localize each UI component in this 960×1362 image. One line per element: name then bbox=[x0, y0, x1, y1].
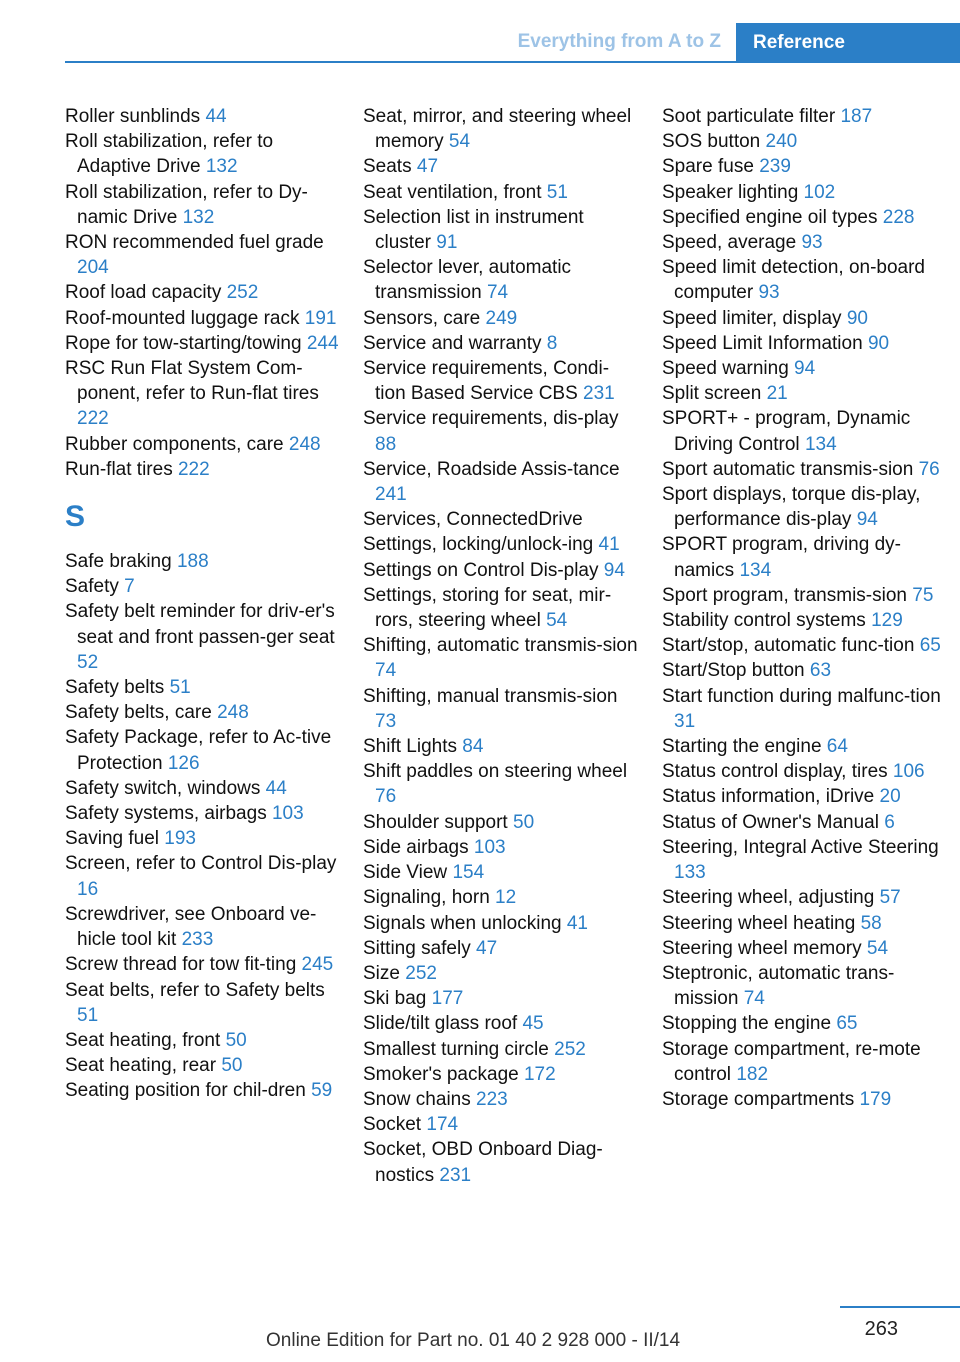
index-entry-page-link[interactable]: 51 bbox=[77, 1004, 99, 1026]
index-entry-term: Sitting safely bbox=[363, 937, 471, 959]
header-tab-reference: Reference bbox=[736, 23, 960, 63]
index-entry-term: Safety systems, airbags bbox=[65, 803, 267, 825]
index-entry-term: Seat, mirror, and steering wheel memory bbox=[363, 106, 632, 153]
index-entry-term: RSC Run Flat System Com‐ponent, refer to Run-flat tires bbox=[65, 358, 319, 405]
index-entry bbox=[363, 633, 639, 683]
index-entry-page-link[interactable]: 222 bbox=[77, 408, 109, 430]
index-entry bbox=[363, 986, 639, 1011]
index-entry bbox=[363, 180, 639, 205]
index-entry-term: Ski bag bbox=[363, 988, 427, 1010]
index-entry-page-link[interactable]: 50 bbox=[221, 1055, 243, 1077]
index-entry bbox=[363, 255, 639, 305]
index-entry bbox=[363, 1062, 639, 1087]
index-entry bbox=[363, 810, 639, 835]
index-entry-page-link[interactable]: 239 bbox=[759, 156, 791, 178]
index-entry bbox=[662, 331, 952, 356]
index-entry-term: Start function during malfunc‐tion bbox=[662, 685, 941, 707]
index-entry bbox=[662, 104, 952, 129]
index-entry-term: Rope for tow-starting/towing bbox=[65, 332, 302, 354]
index-entry-page-link[interactable]: 204 bbox=[77, 257, 109, 279]
index-entry bbox=[662, 583, 952, 608]
index-entry-term: Status control display, tires bbox=[662, 761, 888, 783]
index-entry-term: Service, Roadside Assis‐tance bbox=[363, 458, 620, 480]
index-entry bbox=[65, 549, 341, 574]
index-entry-page-link[interactable]: 8 bbox=[546, 332, 558, 354]
index-entry bbox=[65, 230, 341, 280]
footer-edition: Online Edition for Part no. 01 40 2 928 000 - II/14 bbox=[266, 1330, 681, 1351]
index-entry-term: Safety switch, windows bbox=[65, 777, 261, 799]
index-entry bbox=[65, 1028, 341, 1053]
index-entry-page-link[interactable]: 94 bbox=[603, 559, 625, 581]
index-entry-page-link[interactable]: 12 bbox=[495, 887, 517, 909]
index-entry-page-link[interactable]: 177 bbox=[431, 988, 464, 1010]
index-entry-page-link[interactable]: 76 bbox=[918, 458, 940, 480]
index-entry bbox=[65, 1053, 341, 1078]
index-entry-page-link[interactable]: 51 bbox=[546, 181, 568, 203]
index-entry-page-link[interactable]: 73 bbox=[375, 710, 397, 732]
index-entry-term: Status of Owner's Manual bbox=[662, 811, 879, 833]
index-entry-term: Screw thread for tow fit‐ting bbox=[65, 954, 297, 976]
index-entry-term: Seats bbox=[363, 156, 412, 178]
index-entry bbox=[363, 936, 639, 961]
index-entry-term: Selector lever, automatic transmission bbox=[363, 257, 572, 304]
index-entry-page-link[interactable]: 103 bbox=[473, 836, 506, 858]
index-entry bbox=[662, 129, 952, 154]
index-entry-page-link[interactable]: 244 bbox=[306, 332, 339, 354]
index-entry bbox=[363, 835, 639, 860]
index-entry-page-link[interactable]: 21 bbox=[766, 383, 788, 405]
index-entry-page-link[interactable]: 252 bbox=[405, 962, 437, 984]
index-entry-page-link[interactable]: 228 bbox=[882, 206, 915, 228]
index-entry-page-link[interactable]: 75 bbox=[912, 584, 934, 606]
index-entry-term: Shifting, manual transmis‐sion bbox=[363, 685, 618, 707]
index-entry bbox=[662, 684, 952, 734]
index-entry-page-link[interactable]: 44 bbox=[265, 777, 287, 799]
index-entry bbox=[65, 104, 341, 129]
index-entry bbox=[65, 180, 341, 230]
index-entry-page-link[interactable]: 248 bbox=[288, 433, 321, 455]
index-entry-term: Smallest turning circle bbox=[363, 1038, 549, 1060]
index-entry bbox=[65, 952, 341, 977]
index-entry-page-link[interactable]: 182 bbox=[736, 1063, 769, 1085]
index-entry-term: Rubber components, care bbox=[65, 433, 284, 455]
index-entry bbox=[363, 860, 639, 885]
index-entry bbox=[65, 700, 341, 725]
index-entry bbox=[662, 532, 952, 582]
index-entry bbox=[65, 725, 341, 775]
index-entry bbox=[662, 205, 952, 230]
index-entry bbox=[662, 356, 952, 381]
index-entry bbox=[363, 1011, 639, 1036]
index-entry bbox=[662, 406, 952, 456]
index-entry-term: Start/Stop button bbox=[662, 660, 805, 682]
index-entry-page-link[interactable]: 90 bbox=[867, 332, 890, 354]
index-entry-page-link[interactable]: 94 bbox=[856, 509, 878, 531]
index-entry-term: SPORT program, driving dy‐namics bbox=[662, 534, 901, 581]
index-entry-term: Storage compartments bbox=[662, 1088, 855, 1110]
index-entry bbox=[363, 406, 639, 456]
index-entry-page-link[interactable]: 132 bbox=[205, 156, 238, 178]
index-entry-page-link[interactable]: 45 bbox=[522, 1013, 544, 1035]
index-entry-page-link[interactable]: 240 bbox=[765, 131, 798, 153]
index-entry-page-link[interactable]: 252 bbox=[226, 282, 259, 304]
index-entry bbox=[662, 230, 952, 255]
index-entry-term: Stopping the engine bbox=[662, 1013, 832, 1035]
index-entry-page-link[interactable]: 174 bbox=[426, 1114, 459, 1136]
index-entry-term: Speaker lighting bbox=[662, 181, 799, 203]
index-entry bbox=[65, 826, 341, 851]
index-entry-term: Starting the engine bbox=[662, 736, 822, 758]
index-entry bbox=[662, 658, 952, 683]
index-entry-page-link[interactable]: 102 bbox=[803, 181, 836, 203]
index-entry-term: Spare fuse bbox=[662, 156, 754, 178]
index-entry bbox=[662, 1087, 952, 1112]
index-entry-term: Soot particulate filter bbox=[662, 106, 836, 127]
index-entry-term: Sport displays, torque dis‐play, performance dis‐play bbox=[662, 484, 921, 531]
index-entry-term: Shoulder support bbox=[363, 811, 508, 833]
index-entry-term: Steering wheel, adjusting bbox=[662, 887, 875, 909]
index-entry bbox=[662, 784, 952, 809]
index-entry bbox=[662, 381, 952, 406]
index-entry bbox=[65, 574, 341, 599]
index-entry-page-link[interactable]: 7 bbox=[124, 576, 135, 598]
index-entry-page-link[interactable]: 65 bbox=[836, 1013, 858, 1035]
index-entry bbox=[363, 104, 639, 154]
index-entry bbox=[363, 356, 639, 406]
index-entry-page-link[interactable]: 241 bbox=[375, 484, 407, 506]
index-entry bbox=[65, 457, 341, 482]
index-entry bbox=[65, 1078, 341, 1103]
index-entry-term: Stability control systems bbox=[662, 610, 866, 632]
index-entry-term: Signals when unlocking bbox=[363, 912, 562, 934]
index-entry-page-link[interactable]: 248 bbox=[217, 702, 249, 724]
index-entry-page-link[interactable]: 193 bbox=[164, 828, 196, 850]
index-entry-term: Steering, Integral Active Steering bbox=[662, 836, 939, 858]
index-entry-term: Settings on Control Dis‐play bbox=[363, 559, 599, 581]
index-entry bbox=[363, 558, 639, 583]
index-entry-term: Service requirements, dis‐play bbox=[363, 408, 619, 430]
index-entry-page-link[interactable]: 172 bbox=[523, 1063, 556, 1085]
index-entry-page-link[interactable]: 103 bbox=[271, 803, 304, 825]
index-entry-term: Side View bbox=[363, 862, 448, 884]
index-entry-term: Status information, iDrive bbox=[662, 786, 875, 808]
index-entry-page-link[interactable]: 16 bbox=[77, 878, 99, 900]
index-entry bbox=[662, 154, 952, 179]
index-entry-page-link[interactable]: 41 bbox=[566, 912, 588, 934]
index-entry-term: Seat heating, rear bbox=[65, 1055, 217, 1077]
index-entry-term: Specified engine oil types bbox=[662, 206, 878, 228]
index-entry-term: Steering wheel memory bbox=[662, 937, 862, 959]
index-entry-page-link[interactable]: 84 bbox=[462, 736, 484, 758]
index-entry-page-link[interactable]: 252 bbox=[554, 1038, 586, 1060]
index-list-s bbox=[65, 549, 341, 1103]
index-entry-page-link[interactable]: 132 bbox=[182, 206, 215, 228]
index-entry-term: Steering wheel heating bbox=[662, 912, 856, 934]
section-letter: S bbox=[65, 500, 86, 534]
index-entry-term: Sport automatic transmis‐sion bbox=[662, 458, 914, 480]
index-entry bbox=[363, 1137, 639, 1187]
index-entry bbox=[65, 432, 341, 457]
index-entry-page-link[interactable]: 52 bbox=[77, 651, 99, 673]
index-entry-page-link[interactable]: 58 bbox=[860, 912, 882, 934]
index-entry-page-link[interactable]: 129 bbox=[871, 610, 903, 632]
index-entry-page-link[interactable]: 134 bbox=[739, 559, 772, 581]
index-entry-page-link[interactable]: 41 bbox=[598, 534, 620, 556]
index-entry-term: Roll stabilization, refer to Adaptive Drive bbox=[65, 131, 274, 178]
index-entry-page-link[interactable]: 47 bbox=[416, 156, 439, 178]
index-entry-page-link[interactable]: 187 bbox=[840, 106, 873, 127]
index-entry-term: Seat ventilation, front bbox=[363, 181, 542, 203]
index-entry bbox=[65, 129, 341, 179]
index-entry-term: Speed Limit Information bbox=[662, 332, 863, 354]
index-entry-page-link[interactable]: 65 bbox=[919, 635, 941, 657]
index-entry-term: Seat heating, front bbox=[65, 1029, 221, 1051]
index-entry-term: Socket bbox=[363, 1114, 422, 1136]
index-entry-term: Speed, average bbox=[662, 232, 797, 254]
index-entry-term: SPORT+ - program, Dynamic Driving Control bbox=[662, 408, 911, 455]
index-entry bbox=[65, 801, 341, 826]
index-entry-page-link[interactable]: 51 bbox=[169, 677, 191, 699]
index-entry-term: Screwdriver, see Onboard ve‐hicle tool kit bbox=[65, 903, 317, 951]
index-entry-term: Speed warning bbox=[662, 358, 789, 380]
index-entry-page-link[interactable]: 90 bbox=[846, 307, 868, 329]
index-entry-term: Roll stabilization, refer to Dy‐namic Drive bbox=[65, 181, 308, 228]
index-entry bbox=[363, 154, 639, 179]
index-entry bbox=[65, 331, 341, 356]
index-entry bbox=[363, 532, 639, 557]
index-entry-term: Safety Package, refer to Ac‐tive Protection bbox=[65, 727, 332, 774]
index-entry-page-link[interactable]: 54 bbox=[448, 131, 471, 153]
index-entry-page-link[interactable]: 57 bbox=[879, 887, 901, 909]
index-entry-term: Shift Lights bbox=[363, 736, 457, 758]
index-entry-page-link[interactable]: 222 bbox=[177, 458, 210, 480]
index-entry-term: Speed limiter, display bbox=[662, 307, 842, 329]
index-entry-term: Settings, storing for seat, mir‐rors, steering wheel bbox=[363, 584, 612, 632]
index-entry-term: Side airbags bbox=[363, 836, 469, 858]
index-entry-term: Selection list in instrument cluster bbox=[363, 206, 584, 254]
index-entry bbox=[662, 306, 952, 331]
index-entry bbox=[363, 1112, 639, 1137]
index-entry-term: Smoker's package bbox=[363, 1063, 519, 1085]
index-entry-term: Safety belts, care bbox=[65, 702, 212, 724]
index-entry-page-link[interactable]: 74 bbox=[743, 988, 765, 1010]
index-entry bbox=[662, 633, 952, 658]
index-entry-term: Socket, OBD Onboard Diag‐nostics bbox=[363, 1139, 603, 1186]
index-entry-term: Saving fuel bbox=[65, 828, 160, 850]
index-entry bbox=[363, 457, 639, 507]
index-entry bbox=[662, 734, 952, 759]
index-entry bbox=[662, 255, 952, 305]
index-entry-term: Settings, locking/unlock‐ing bbox=[363, 534, 594, 556]
index-entry-term: Seat belts, refer to Safety belts bbox=[65, 979, 325, 1001]
index-entry-term: Service and warranty bbox=[363, 332, 542, 354]
index-entry bbox=[363, 759, 639, 809]
index-entry-page-link[interactable]: 94 bbox=[794, 358, 816, 380]
index-entry-page-link[interactable]: 54 bbox=[866, 937, 889, 959]
index-entry bbox=[662, 911, 952, 936]
index-entry bbox=[662, 936, 952, 961]
index-entry bbox=[662, 885, 952, 910]
index-entry-page-link[interactable]: 249 bbox=[485, 307, 518, 329]
index-entry-term: Safety bbox=[65, 576, 119, 598]
index-entry-term: Screen, refer to Control Dis‐play bbox=[65, 853, 337, 875]
index-entry bbox=[662, 961, 952, 1011]
index-entry-term: Safe braking bbox=[65, 551, 172, 573]
index-entry-page-link[interactable]: 133 bbox=[674, 862, 706, 884]
index-entry-page-link[interactable]: 188 bbox=[176, 551, 209, 573]
index-entry bbox=[363, 734, 639, 759]
index-entry-term: Roof-mounted luggage rack bbox=[65, 307, 300, 329]
index-entry bbox=[65, 902, 341, 952]
index-entry-term: Seating position for chil‐dren bbox=[65, 1080, 306, 1102]
index-entry-term: Safety belts bbox=[65, 677, 165, 699]
index-entry bbox=[65, 851, 341, 901]
index-entry bbox=[363, 1037, 639, 1062]
index-column-2 bbox=[363, 104, 639, 1188]
footer-rule bbox=[840, 1306, 960, 1308]
index-entry-page-link[interactable]: 245 bbox=[301, 954, 334, 976]
index-entry bbox=[65, 599, 341, 675]
index-entry bbox=[363, 306, 639, 331]
index-entry-term: Split screen bbox=[662, 383, 762, 405]
index-entry-page-link[interactable]: 223 bbox=[476, 1088, 508, 1110]
index-entry-page-link[interactable]: 64 bbox=[826, 736, 848, 758]
index-entry-term: Size bbox=[363, 962, 400, 984]
header-section-title: Everything from A to Z bbox=[517, 31, 721, 52]
index-entry-term: Roller sunblinds bbox=[65, 106, 201, 127]
index-entry-term: Shift paddles on steering wheel bbox=[363, 761, 628, 783]
index-entry-term: Snow chains bbox=[363, 1088, 471, 1110]
index-entry-page-link[interactable]: 179 bbox=[859, 1088, 892, 1110]
index-entry bbox=[662, 1011, 952, 1036]
page-number: 263 bbox=[864, 1318, 898, 1340]
index-entry bbox=[65, 280, 341, 305]
index-entry bbox=[65, 776, 341, 801]
index-entry bbox=[363, 1087, 639, 1112]
index-entry bbox=[662, 180, 952, 205]
index-entry-term: Service requirements, Condi‐tion Based Service CBS bbox=[363, 358, 610, 405]
index-entry-page-link[interactable]: 93 bbox=[758, 282, 780, 304]
index-entry bbox=[363, 911, 639, 936]
index-entry-page-link[interactable]: 134 bbox=[804, 433, 837, 455]
index-entry bbox=[363, 961, 639, 986]
index-entry-page-link[interactable]: 76 bbox=[375, 786, 397, 808]
index-entry-page-link[interactable]: 233 bbox=[181, 929, 214, 951]
index-entry-page-link[interactable]: 126 bbox=[167, 752, 200, 774]
index-entry-page-link[interactable]: 63 bbox=[809, 660, 832, 682]
index-entry bbox=[363, 507, 639, 532]
index-entry bbox=[363, 205, 639, 255]
index-entry-term: Roof load capacity bbox=[65, 282, 222, 304]
index-entry-term: RON recommended fuel grade bbox=[65, 232, 324, 254]
index-entry bbox=[65, 978, 341, 1028]
index-entry-term: Signaling, horn bbox=[363, 887, 490, 909]
index-entry bbox=[662, 835, 952, 885]
index-entry-page-link[interactable]: 31 bbox=[674, 710, 696, 732]
index-entry-page-link[interactable]: 20 bbox=[879, 786, 901, 808]
index-entry-page-link[interactable]: 50 bbox=[513, 811, 535, 833]
index-entry-term: Run-flat tires bbox=[65, 458, 173, 480]
index-entry-page-link[interactable]: 93 bbox=[801, 232, 823, 254]
index-entry-term: Steptronic, automatic trans‐mission bbox=[662, 962, 895, 1010]
index-entry-term: Safety belt reminder for driv‐er's seat and front passen‐ger seat bbox=[65, 601, 335, 648]
index-entry-term: Storage compartment, re‐mote control bbox=[662, 1038, 921, 1085]
index-entry-page-link[interactable]: 88 bbox=[375, 433, 397, 455]
index-entry-page-link[interactable]: 74 bbox=[486, 282, 509, 304]
index-entry bbox=[662, 608, 952, 633]
index-entry-page-link[interactable]: 231 bbox=[439, 1164, 472, 1186]
index-entry bbox=[662, 810, 952, 835]
index-entry-page-link[interactable]: 50 bbox=[225, 1029, 247, 1051]
index-entry-term: Speed limit detection, on‐board computer bbox=[662, 257, 925, 304]
index-entry-page-link[interactable]: 6 bbox=[884, 811, 895, 833]
index-entry-page-link[interactable]: 91 bbox=[436, 232, 458, 254]
index-entry-page-link[interactable]: 191 bbox=[304, 307, 337, 329]
index-entry-term: Sensors, care bbox=[363, 307, 481, 329]
index-entry-term: SOS button bbox=[662, 131, 761, 153]
index-entry-term: Slide/tilt glass roof bbox=[363, 1013, 518, 1035]
index-entry-page-link[interactable]: 74 bbox=[375, 660, 397, 682]
index-entry-page-link[interactable]: 231 bbox=[583, 383, 615, 405]
index-entry-term: Sport program, transmis‐sion bbox=[662, 584, 907, 606]
index-entry bbox=[662, 759, 952, 784]
index-column-1 bbox=[65, 104, 341, 1104]
index-entry-term: Services, ConnectedDrive bbox=[363, 509, 583, 531]
index-entry bbox=[662, 482, 952, 532]
index-entry-page-link[interactable]: 54 bbox=[546, 610, 568, 632]
index-entry bbox=[65, 675, 341, 700]
index-entry-page-link[interactable]: 47 bbox=[476, 937, 498, 959]
index-entry bbox=[65, 306, 341, 331]
index-entry-page-link[interactable]: 106 bbox=[892, 761, 925, 783]
index-entry-page-link[interactable]: 44 bbox=[205, 106, 227, 127]
index-entry bbox=[363, 885, 639, 910]
index-entry-page-link[interactable]: 59 bbox=[311, 1080, 333, 1102]
index-entry-term: Shifting, automatic transmis‐sion bbox=[363, 635, 638, 657]
index-column-3 bbox=[662, 104, 952, 1112]
index-entry bbox=[662, 457, 952, 482]
index-entry bbox=[363, 583, 639, 633]
index-entry-term: Start/stop, automatic func‐tion bbox=[662, 635, 915, 657]
index-entry bbox=[65, 356, 341, 432]
index-list-r bbox=[65, 104, 341, 482]
index-entry bbox=[363, 684, 639, 734]
index-entry bbox=[363, 331, 639, 356]
index-entry-page-link[interactable]: 154 bbox=[452, 862, 485, 884]
index-entry bbox=[662, 1037, 952, 1087]
